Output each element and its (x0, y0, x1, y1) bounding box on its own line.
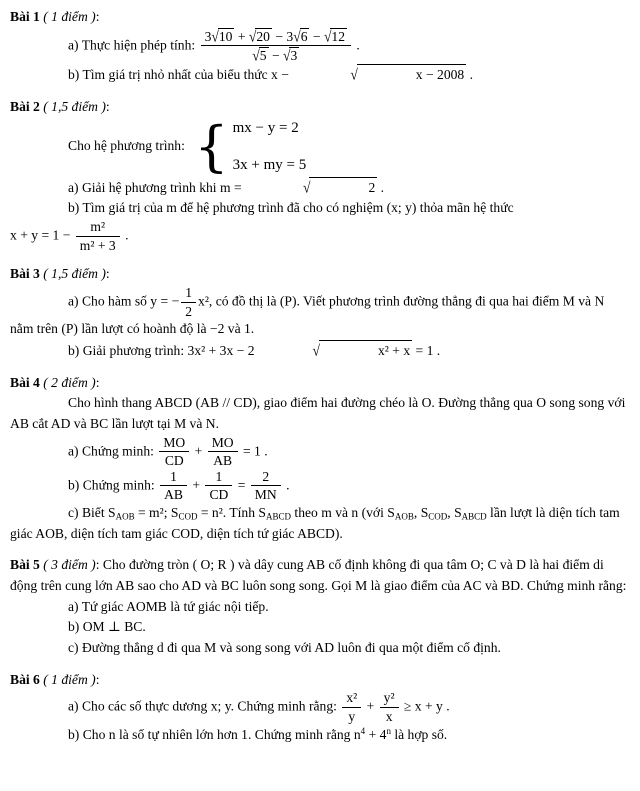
bai-6-part-a: a) Cho các số thực dương x; y. Chứng minh rằng: $\frac{\text{x²}}{y}$ + $\frac{\text{y²}}{x}$ ≥ x + y . (68, 690, 450, 724)
fraction-denominator: CD (164, 453, 184, 469)
bai-2-part-b-equation: x + y = 1 − $\frac{\text{m²}}{\text{m² + 3}}$ . (10, 219, 129, 253)
superscript: n (386, 725, 391, 736)
subscript: ABCD (461, 511, 487, 522)
subscript: AOB (115, 511, 135, 522)
fraction-denominator: MN (254, 487, 277, 503)
bai-2-system-line: Cho hệ phương trình: { mx − y = 2 3x + my = 5 (68, 114, 307, 178)
bold-text: Bài 1 (10, 9, 44, 24)
sqrt-argument: 10 (218, 28, 233, 44)
system-equation: mx − y = 2 (232, 120, 299, 137)
italic-text: ( 1,5 điểm ) (43, 266, 106, 282)
bai-4-part-a: a) Chứng minh: $\frac{MO}{CD}$ + $\frac{MO}{AB}$ = 1 . (68, 434, 268, 469)
bai-5-part-c: c) Đường thẳng d đi qua M và song song với AD luôn đi qua một điểm cố định. (68, 640, 501, 655)
fraction-denominator: √5 − √3 (252, 47, 298, 65)
fraction-numerator: 3√10 + √20 − 3√6 − √12 (201, 28, 351, 47)
bai-2-heading: Bài 2 ( 1,5 điểm ): (10, 98, 110, 114)
system-rows (233, 117, 307, 177)
bai-4-heading: Bài 4 ( 2 điểm ): (10, 374, 100, 390)
sqrt-expression (249, 29, 272, 44)
bai-1-part-b: b) Tìm giá trị nhỏ nhất của biểu thức x − √ x − 2008 . (10, 64, 630, 86)
problem-bai-1 (10, 7, 630, 86)
bai-3-part-b: b) Giải phương trình: 3x² + 3x − 2 √ x² + x = 1 . (10, 340, 630, 362)
bai-4-part-c: c) Biết $S_{AOB} = m^2$; $S_{COD} = n^2$. Tính $S_{ABCD}$ theo m và n (với $S_{AOB}$, $S_{COD}$, $S_{ABCD}$ lần lượt là diện tích tam giác AOB, diện tích tam giác COD, diện tích tứ giác ABCD). (10, 505, 620, 541)
problem-bai-6 (10, 670, 630, 746)
bold-text: Bài 4 (10, 374, 44, 390)
sqrt-argument: 5 (259, 48, 267, 64)
radical-sign: √ (303, 178, 311, 196)
radical-sign: √ (350, 65, 358, 83)
radical-sign: √ (283, 47, 291, 65)
subscript: AOB (394, 511, 414, 522)
fraction (378, 690, 401, 724)
problem-bai-3 (10, 264, 630, 361)
fraction-denominator: y (348, 708, 356, 724)
fraction-numerator: y² (380, 690, 399, 708)
sqrt-argument: 20 (256, 28, 270, 44)
fraction (179, 285, 198, 319)
radical-sign: √ (312, 341, 320, 359)
bai-2-part-a: a) Giải hệ phương trình khi m = √ 2 . (10, 177, 630, 199)
italic-text: ( 1 điểm ) (43, 9, 96, 24)
fraction (157, 435, 191, 469)
radical-sign: √ (323, 27, 332, 45)
bai-3-heading: Bài 3 ( 1,5 điểm ): (10, 266, 110, 282)
bai-3-part-a: a) Cho hàm số y = − $\frac{1}{2}$ x², có đồ thị là (P). Viết phương trình đường thẳng đi qua hai điểm M và N nằm trên (P) lần lượt có hoành độ là −2 và 1. (10, 285, 605, 337)
fraction-numerator: m² (76, 219, 120, 237)
subscript: COD (178, 511, 198, 522)
italic-text: ( 2 điểm ) (43, 374, 96, 390)
sqrt-argument: 2 (309, 177, 377, 199)
system-brace: { (194, 114, 229, 178)
fraction-numerator: 1 (205, 469, 232, 487)
radical-sign: √ (252, 47, 260, 65)
bai-5-heading-intro: Bài 5 ( 3 điểm ): Cho đường tròn ( O; R ) và dây cung AB cố định không đi qua tâm O; C và D là hai điểm di động trên cung lớn AB sao cho AD và BC luôn song song. Gọi M là giao điểm của AC và BD. Chứng minh rằng: (10, 557, 627, 594)
bai-6-part-b: b) Cho n là số tự nhiên lớn hơn 1. Chứng minh rằng $n^4 + 4^n$ là hợp số. (68, 725, 448, 742)
bold-text: Bài 5 (10, 557, 44, 573)
sqrt-expression (292, 67, 466, 82)
problem-bai-5 (10, 555, 630, 658)
fraction-denominator: AB (164, 487, 183, 503)
subscript: COD (428, 511, 448, 522)
sqrt-expression (211, 29, 234, 44)
bold-text: Bài 2 (10, 98, 44, 114)
fraction-denominator: CD (209, 487, 229, 503)
fraction-denominator: x (385, 708, 393, 724)
fraction-denominator: AB (213, 453, 233, 469)
sqrt-expression (252, 48, 268, 63)
bold-text: Bài 3 (10, 266, 44, 282)
fraction-denominator: m² + 3 (79, 237, 116, 253)
sqrt-argument: 12 (331, 28, 346, 44)
fraction-numerator: 1 (181, 285, 196, 303)
problem-bai-4 (10, 373, 630, 545)
sqrt-expression (293, 29, 309, 44)
fraction (340, 690, 363, 724)
sqrt-argument: x − 2008 (357, 64, 466, 86)
bai-1-part-a: a) Thực hiện phép tính: $\frac{3√10 + √20 - 3√6 - √12}{√5 - √3}$ . (68, 27, 360, 65)
sqrt-expression (324, 29, 347, 44)
fraction (206, 435, 240, 469)
fraction-numerator: MO (159, 435, 189, 453)
sqrt-expression (255, 343, 413, 358)
fraction-numerator: x² (342, 690, 361, 708)
italic-text: ( 3 điểm ) (43, 557, 96, 573)
radical-sign: √ (248, 27, 257, 45)
problem-bai-2 (10, 97, 630, 254)
fraction (199, 28, 353, 64)
equation-system (194, 114, 307, 178)
fraction (249, 469, 283, 503)
subscript: ABCD (266, 511, 292, 522)
fraction (158, 469, 189, 503)
sqrt-expression (283, 48, 299, 63)
radical-sign: √ (293, 27, 301, 45)
fraction-numerator: 1 (160, 469, 187, 487)
sqrt-expression (245, 180, 377, 195)
bai-1-heading: Bài 1 ( 1 điểm ): (10, 9, 100, 24)
fraction (74, 219, 122, 253)
bai-4-intro: Cho hình thang ABCD (AB // CD), giao điểm hai đường chéo là O. Đường thẳng qua O song song với AB cắt AD và BC lần lượt tại M và N. (10, 395, 626, 431)
fraction-numerator: 2 (251, 469, 281, 487)
italic-text: ( 1,5 điểm ) (43, 98, 106, 114)
bai-6-heading: Bài 6 ( 1 điểm ): (10, 671, 100, 687)
sqrt-argument: 3 (290, 48, 298, 64)
radical-sign: √ (211, 27, 219, 45)
fraction-denominator: 2 (185, 303, 193, 319)
bold-text: Bài 6 (10, 671, 44, 687)
superscript: 4 (360, 725, 366, 736)
bai-2-part-b: b) Tìm giá trị của m để hệ phương trình đã cho có nghiệm (x; y) thỏa mãn hệ thức (68, 200, 514, 216)
bai-5-part-b: b) OM ⊥ BC. (68, 619, 146, 635)
sqrt-argument: x² + x (319, 340, 412, 362)
bai-4-part-b: b) Chứng minh: $\frac{1}{AB}$ + $\frac{1}{CD}$ = $\frac{2}{MN}$ . (68, 468, 290, 503)
italic-text: ( 1 điểm ) (43, 671, 96, 687)
fraction-numerator: MO (208, 435, 238, 453)
sqrt-argument: 6 (300, 28, 308, 44)
fraction (203, 469, 234, 503)
system-equation: 3x + my = 5 (232, 157, 307, 174)
bai-5-part-a: a) Tứ giác AOMB là tứ giác nội tiếp. (68, 598, 269, 614)
